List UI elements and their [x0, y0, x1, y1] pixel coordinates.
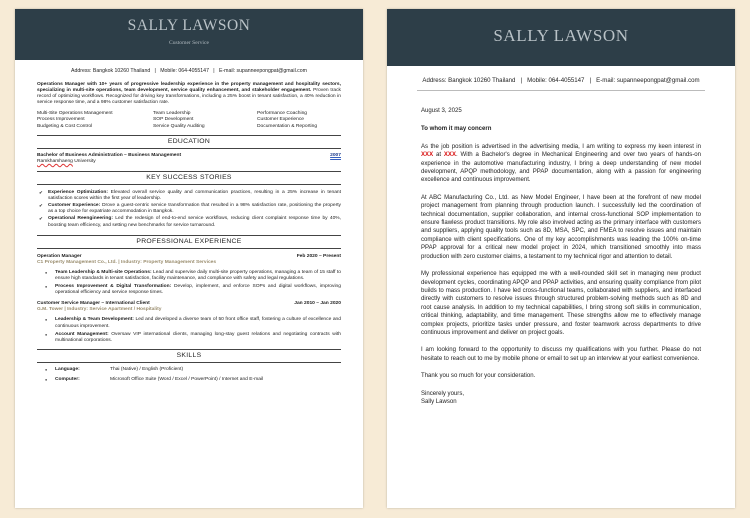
core-skill: Performance Coaching [257, 111, 308, 117]
bullet-text: Lead and supervise daily multi-site property operations, managing a team of 15 staff to ensure high standards in tenant satisfaction, facility maintenance, and compliance with safety and legal regulations. [55, 269, 341, 281]
bullet-text: Oversaw VIP international clients, managing long-stay guest relations and negotiating contracts with multinational corporations. [55, 331, 341, 343]
core-skill: Team Leadership [153, 111, 191, 117]
education-year: 2007 [330, 152, 341, 158]
resume-name: SALLY LAWSON [127, 17, 251, 34]
stories-list [37, 190, 341, 229]
skill-key: Language: [55, 366, 80, 372]
letter-paragraph-2: At ABC Manufacturing Co., Ltd. as New Model Engineer, I have been at the forefront of new model project management from planning through production launch. I successfully led the coordination of technical documentation, supplier collaboration, and internal cross-functional SOP implementation to ensure flawless product transitions. My role also involved acting as the primary interface with customers and suppliers, applying quality tools such as 8D, MSA, SPC, and FMEA to resolve issues and maintain compliance with client specifications. One of my key accomplishments was leading the 100% on-time PPAP approval for a critical new model project in 2024, which transitioned smoothly into mass production with zero customer claims, a testament to my technical rigor and attention to detail. [421, 194, 701, 260]
core-skill: Documentation & Reporting [257, 123, 318, 129]
story-text: Drove a guest-centric service transformation that resulted in a 98% satisfaction rate, positioning the property as a top choice for expatriate accommodation in Bangkok. [48, 203, 342, 215]
job-dates: Jan 2010 – Jan 2020 [294, 301, 341, 307]
story-text: Elevated overall service quality and communication practices, resulting in a 25% increase in tenant satisfaction scores within the first year of leadership. [48, 190, 342, 202]
bullet-text: Develop, implement, and enforce SOPs and digital workflows, improving operational efficiency and service response times. [55, 284, 341, 296]
job-bullet [45, 332, 341, 344]
core-skill: Multi-Site Operations Management [37, 111, 113, 117]
letter-paragraph-1 [421, 143, 701, 185]
letter-greeting: To whom it may concern [421, 126, 492, 133]
letter-signature: Sally Lawson [421, 398, 457, 405]
stories-section-title: KEY SUCCESS STORIES [37, 171, 341, 185]
bullet-label: Account Management: [55, 331, 109, 337]
story-item [37, 216, 341, 228]
core-skill: Service Quality Auditing [153, 123, 205, 129]
letter-paragraph-5: Thank you so much for your consideration. [421, 373, 536, 380]
story-label: Operational Reengineering: [48, 216, 114, 222]
placeholder-position: XXX [421, 152, 434, 159]
cover-name: SALLY LAWSON [493, 26, 629, 45]
core-skill: Process Improvement [37, 117, 85, 123]
skill-value: Thai (Native) / English (Proficient) [110, 366, 184, 372]
core-skills-grid [37, 111, 341, 129]
bullet-label: Leadership & Team Development: [55, 317, 134, 323]
bullet-text: Led and developed a diverse team of 50 front office staff, fostering a culture of excellence and continuous improvement. [55, 317, 341, 329]
story-text: Led the redesign of end-to-end service workflows, reducing client complaint response time by 40%, boosting team efficiency, and setting new benchmarks for service turnaround. [48, 216, 341, 228]
placeholder-company: XXX [443, 152, 456, 159]
bullet-dot-icon: ● [45, 367, 48, 372]
cover-header-band [387, 9, 735, 66]
letter-paragraph-3: My professional experience has equipped me with a well-rounded skill set in managing new product development cycles, coordinating APQP and PPAP activities, and ensuring quality compliance from pilot builds to mass production. I have led cross-functional teams, collaborated with suppliers, and interfaced directly with customers to resolve issues through structured problem-solving methods such as 8D and root cause analysis. In addition to my technical capabilities, I bring strong soft skills in communication, critical thinking, adaptability, and time management. These strengths allow me to effectively manage complex projects, prioritize tasks under pressure, and foster teamwork across departments to drive continuous improvement and deliver on project goals. [421, 271, 701, 336]
letter-date: August 3, 2025 [421, 108, 462, 114]
job-bullets [37, 317, 341, 343]
story-item [37, 203, 341, 215]
core-skill: SOP Development [153, 117, 194, 123]
education-university [37, 159, 341, 165]
story-label: Customer Experience: [48, 203, 101, 209]
job-title: Operation Manager [37, 253, 82, 259]
skill-row [37, 377, 341, 383]
job-entry [37, 301, 341, 344]
resume-summary [37, 82, 341, 106]
story-item [37, 190, 341, 202]
story-label: Experience Optimization: [48, 190, 109, 196]
skill-row [37, 367, 341, 373]
skill-value: Microsoft Office Suite (Word / Excel / PowerPoint) / Internet and E-mail [110, 377, 264, 382]
experience-section-title: PROFESSIONAL EXPERIENCE [37, 235, 341, 249]
job-company: G.M. Tower | Industry: Service Apartment / Hospitality [37, 307, 162, 313]
resume-header-band [15, 9, 363, 60]
university-name-misspelled: Ramkhamhaeng [37, 158, 73, 164]
job-bullets [37, 270, 341, 296]
job-bullet [45, 270, 341, 282]
summary-bold: Operations Manager with 10+ years of progressive leadership experience in the property management and hospitality sectors, specializing in multi-site operations, team development, service quality enhancement, and stakeholder engagement. [37, 82, 341, 94]
university-name-suffix: University [72, 158, 96, 164]
letter-closing: Sincerely yours, [421, 390, 465, 397]
bullet-label: Process Improvement & Digital Transformation: [55, 284, 172, 290]
bullet-dot-icon: ● [45, 378, 48, 382]
cover-divider [417, 90, 705, 91]
education-degree: Bachelor of Business Administration – Business Management [37, 152, 182, 158]
skills-section-title: SKILLS [37, 349, 341, 363]
p1-text: As the job position is advertised in the advertising media, I am writing to express my keen interest in [421, 143, 701, 150]
letter-paragraph-4: I am looking forward to the opportunity to discuss my qualifications with you further. Please do not hesitate to reach out to me by mobile phone or email to set up an interview at your earliest convenience. [421, 347, 701, 362]
resume-contact: Address: Bangkok 10260 Thailand | Mobile: 064-4055147 | E-mail: supanneepongpat@gmail.com [71, 68, 307, 74]
job-company: C1 Property Management Co., Ltd. | Industry: Property Management Services [37, 259, 217, 265]
job-bullet [45, 284, 341, 296]
job-dates: Feb 2020 – Present [296, 253, 341, 259]
education-section-title: EDUCATION [37, 135, 341, 149]
cover-letter-page [387, 9, 735, 508]
core-skill: Budgeting & Cost Control [37, 123, 93, 129]
resume-page [15, 9, 363, 508]
summary-rest: Proven track record of optimizing workflows. Recognized for driving key transformations, including a 25% boost in tenant satisfaction, a 40% reduction in service response time, and a 98% customer satisfaction rate. [37, 88, 342, 106]
p1-text: at [433, 152, 444, 159]
job-bullet [45, 317, 341, 329]
core-skill: Customer Experience [257, 117, 305, 123]
job-title: Customer Service Manager – International Client [37, 301, 150, 307]
job-entry [37, 254, 341, 297]
resume-role: Customer Service [169, 40, 209, 46]
skill-key: Computer: [55, 377, 80, 382]
bullet-label: Team Leadership & Multi-site Operations: [55, 269, 152, 275]
p1-text: . With a Bachelor's degree in Mechanical Engineering and over two years of hands-on experience in the automotive manufacturing industry, I bring a deep understanding of new model development, APQP methodology, and PPAP documentation, along with a passion for engineering excellence and continuous improvement. [421, 152, 701, 184]
cover-contact: Address: Bangkok 10260 Thailand | Mobile: 064-4055147 | E-mail: supanneepongpat@gmail.com [422, 77, 700, 84]
